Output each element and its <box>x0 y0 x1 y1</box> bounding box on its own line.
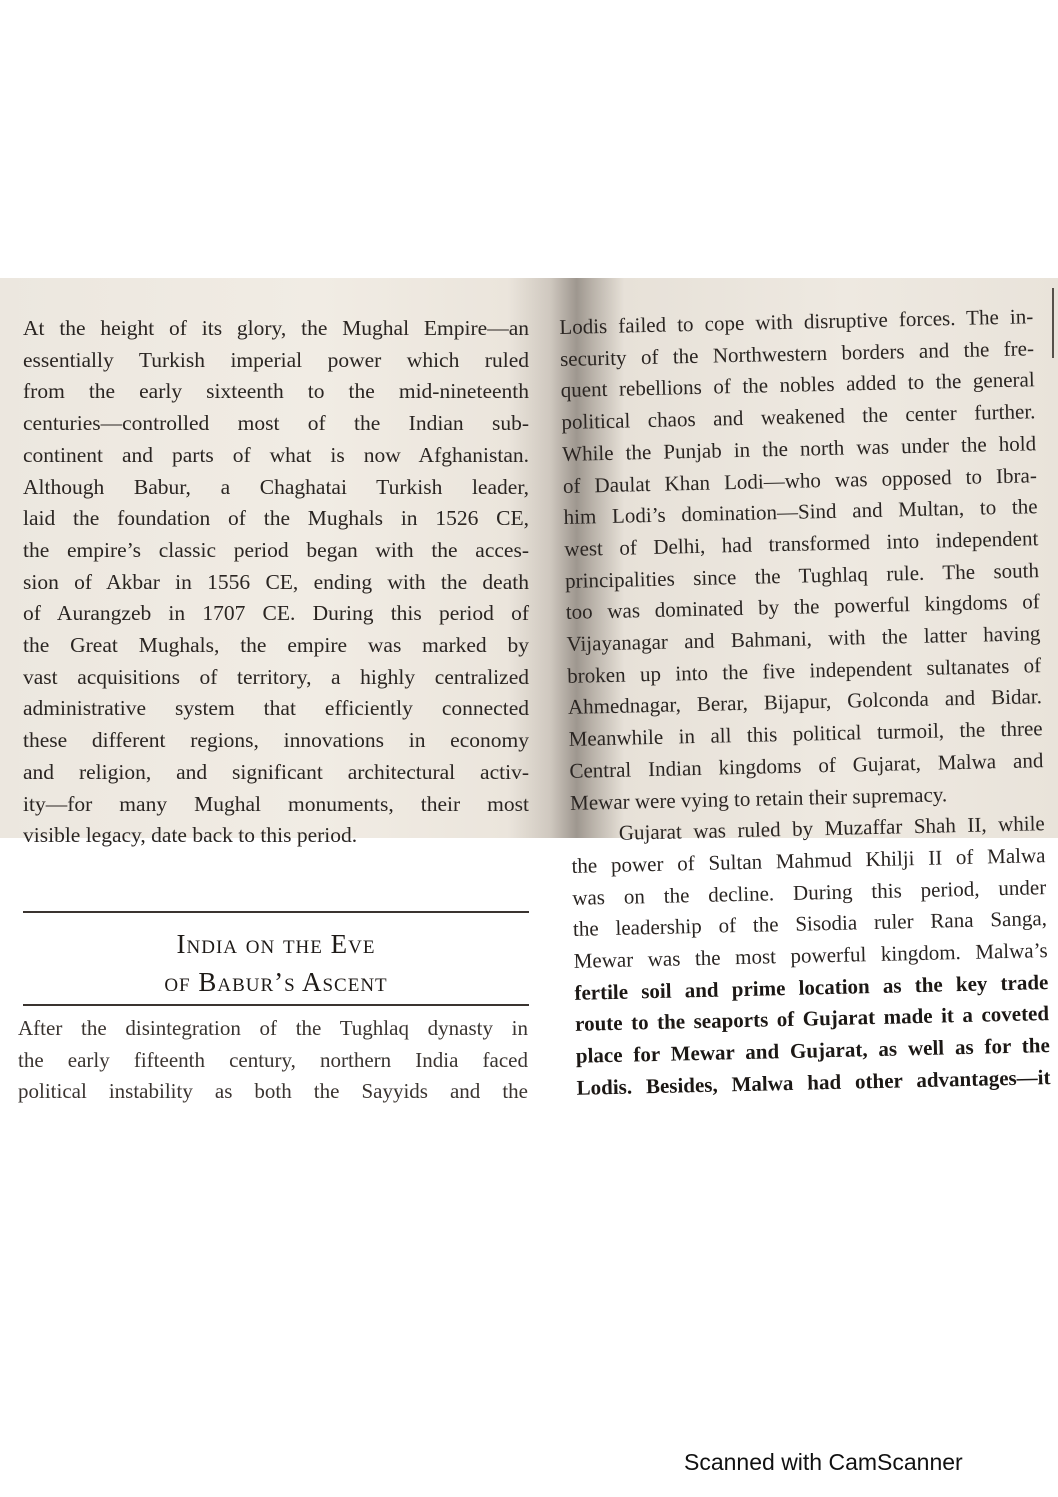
text-line: political chaos and weakened the center further. <box>561 399 1036 435</box>
section-heading <box>23 925 529 1001</box>
text-line: west of Delhi, had transformed into independent <box>564 526 1039 561</box>
text-line: Although Babur, a Chaghatai Turkish leader, <box>23 474 529 499</box>
scanner-watermark: Scanned with CamScanner <box>684 1449 963 1475</box>
text-line: from the early sixteenth to the mid-nineteenth <box>23 379 529 404</box>
text-line: Mewar were vying to retain their supremacy. <box>569 781 948 815</box>
section-heading-line: India on the Eve <box>176 929 376 959</box>
text-line: After the disintegration of the Tughlaq dynasty in <box>18 1016 528 1040</box>
text-line: Vijayanagar and Bahmani, with the latter having <box>566 621 1041 656</box>
text-line: was on the decline. During this period, under <box>572 874 1047 910</box>
text-line: Central Indian kingdoms of Gujarat, Malwa and <box>569 747 1044 783</box>
text-line: route to the seaports of Gujarat made it a coveted <box>574 1001 1050 1037</box>
text-line: the Great Mughals, the empire was marked by <box>23 633 529 658</box>
text-line: the power of Sultan Mahmud Khilji II of Malwa <box>571 843 1046 878</box>
text-line: the leadership of the Sisodia ruler Rana Sanga, <box>572 906 1048 942</box>
text-line: broken up into the five independent sultanates of <box>566 652 1042 688</box>
section-heading-line: of Babur’s Ascent <box>164 967 388 997</box>
text-line: Meanwhile in all this political turmoil, the three <box>568 716 1043 752</box>
text-line: essentially Turkish imperial power which ruled <box>23 347 529 372</box>
left-column-intro <box>23 313 529 852</box>
text-line: Gujarat was ruled by Muzaffar Shah II, while <box>618 811 1045 846</box>
right-column-text <box>559 301 1051 1104</box>
text-line: vast acquisitions of territory, a highly centralized <box>23 664 529 689</box>
heading-rule-top <box>23 911 529 913</box>
heading-rule-bottom <box>23 1004 529 1006</box>
text-line: Lodis. Besides, Malwa had other advantages—it <box>576 1064 1051 1100</box>
page-edge-shadow <box>1052 288 1054 358</box>
left-column-section-text <box>18 1013 528 1108</box>
text-line: ity—for many Mughal monuments, their most <box>23 791 529 816</box>
text-line: laid the foundation of the Mughals in 1526 CE, <box>23 506 529 531</box>
text-line: administrative system that efficiently connected <box>23 696 529 721</box>
text-line: continent and parts of what is now Afghanistan. <box>23 442 529 467</box>
text-line: principalities since the Tughlaq rule. The south <box>564 557 1040 593</box>
text-line: centuries—controlled most of the Indian sub- <box>23 411 529 436</box>
text-line: and religion, and significant architectural activ- <box>23 759 529 784</box>
text-line: of Daulat Khan Lodi—who was opposed to Ibra- <box>562 462 1038 498</box>
text-line: Lodis failed to cope with disruptive forces. The in- <box>559 304 1034 339</box>
text-line: At the height of its glory, the Mughal Empire—an <box>23 316 529 340</box>
text-line: quent rebellions of the nobles added to the general <box>560 367 1035 403</box>
text-line: visible legacy, date back to this period. <box>23 823 358 848</box>
text-line: the empire’s classic period began with the acces- <box>23 537 529 562</box>
text-line: Mewar was the most powerful kingdom. Malwa’s <box>573 938 1048 973</box>
text-line: place for Mewar and Gujarat, as well as for the <box>575 1033 1051 1068</box>
text-line: sion of Akbar in 1556 CE, ending with the death <box>23 569 529 594</box>
text-line: the early fifteenth century, northern India faced <box>18 1047 528 1072</box>
text-line: these different regions, innovations in economy <box>23 728 529 753</box>
text-line: fertile soil and prime location as the key trade <box>574 969 1049 1005</box>
text-line: political instability as both the Sayyids and the <box>18 1079 528 1104</box>
text-line: him Lodi’s domination—Sind and Multan, to the <box>563 494 1038 530</box>
text-line: of Aurangzeb in 1707 CE. During this period of <box>23 601 529 626</box>
text-line: security of the Northwestern borders and the fre- <box>559 335 1035 371</box>
text-line: too was dominated by the powerful kingdoms of <box>565 589 1040 625</box>
text-line: While the Punjab in the north was under the hold <box>561 431 1037 466</box>
text-line: Ahmednagar, Berar, Bijapur, Golconda and Bidar. <box>567 684 1043 720</box>
